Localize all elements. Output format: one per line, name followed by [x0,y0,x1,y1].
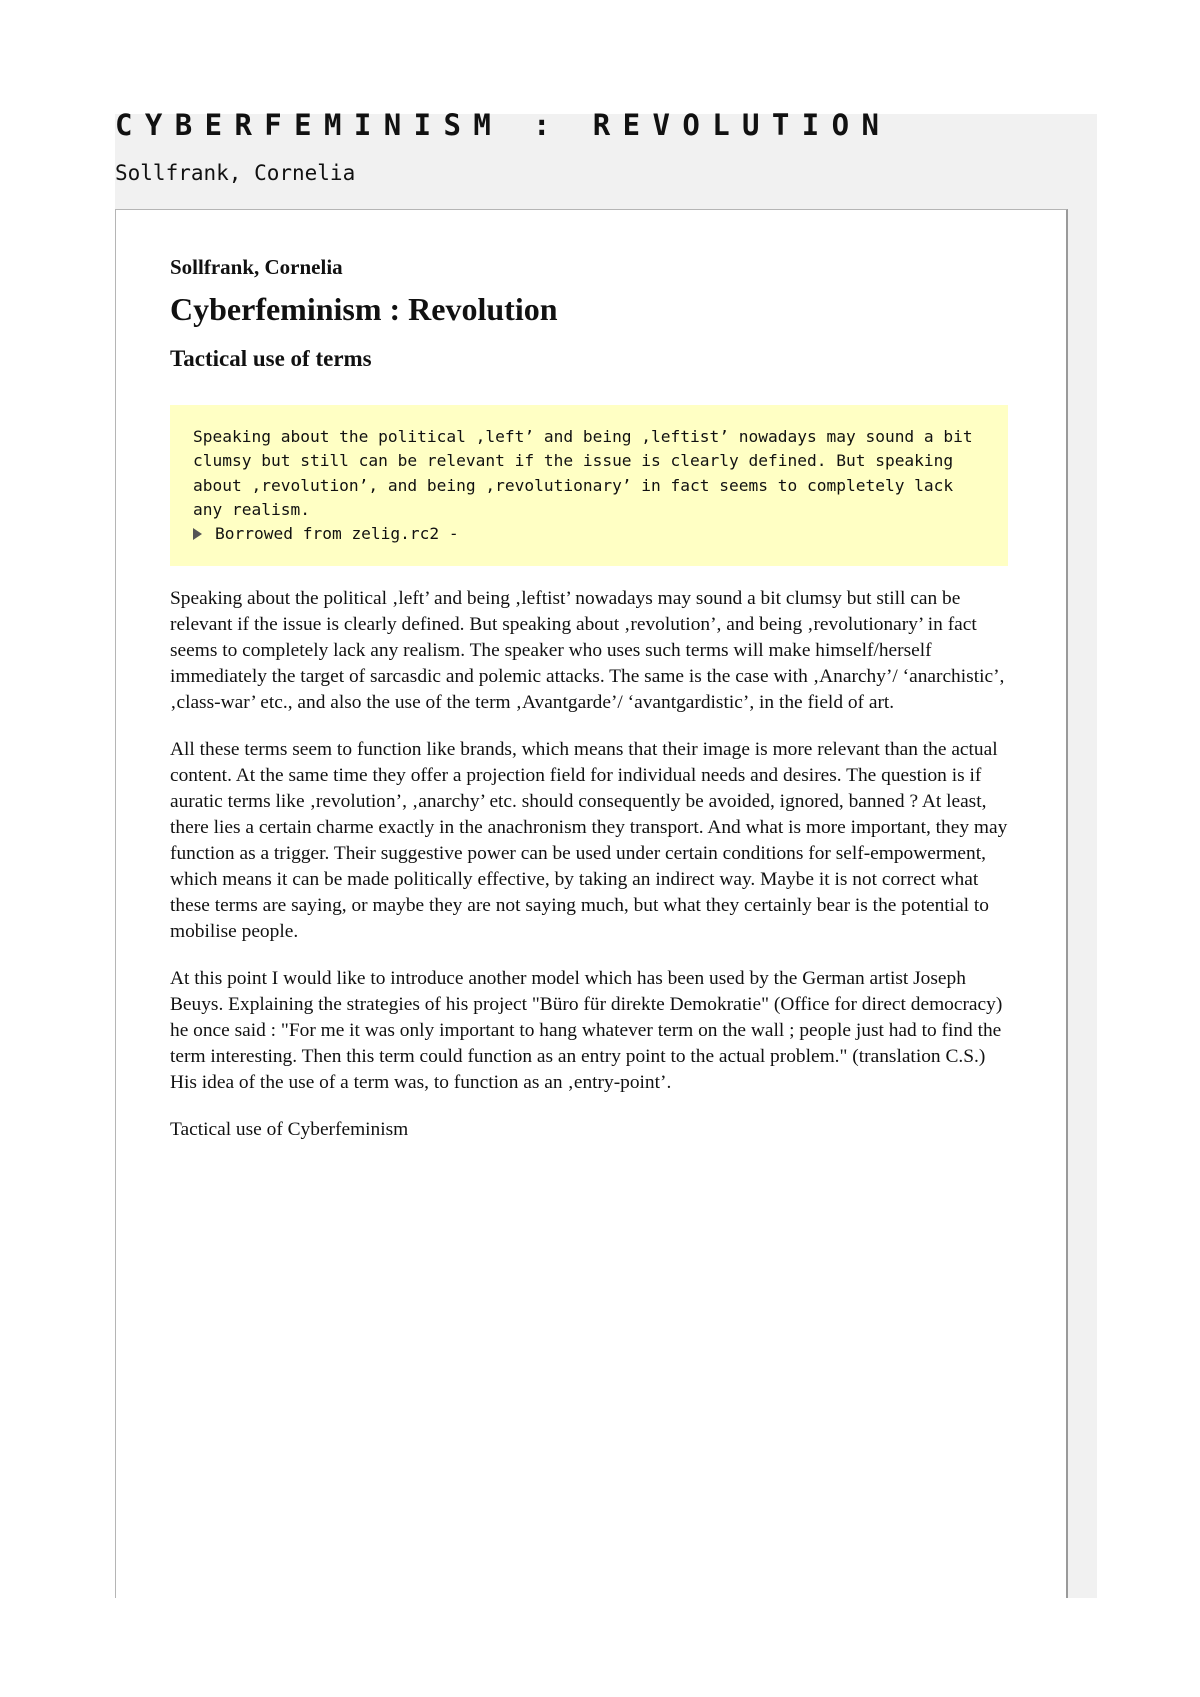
paragraph-3: At this point I would like to introduce another model which has been used by the German artist Joseph Beuys. Explaining the strategies of his project "Büro für direkte Demokratie" (Office for direct democracy) he once said : "For me it was only important to hang whatever term on the wall ; people just had to find the term interesting. Then this term could function as an entry point to the actual problem." (translation C.S.) His idea of the use of a term was, to function as an ‚entry-point’. [170,968,1003,1094]
quote-source[interactable] [193,522,986,546]
document-title: Cyberfeminism : Revolution [170,291,558,327]
paragraph-2: All these terms seem to function like brands, which means that their image is more relevant than the actual content. At the same time they offer a projection field for individual needs and desires. The question is if auratic terms like ‚revolution’, ‚anarchy’ etc. should consequently be avoided, ignored, banned ? At least, there lies a certain charme exactly in the anachronism they transport. And what is more important, they may function as a trigger. Their suggestive power can be used under certain conditions for self-empowerment, which means it can be made politically effective, by taking an indirect way. Maybe it is not correct what these terms are saying, or maybe they are not saying much, but what they certainly bear is the potential to mobilise people. [170,739,1008,943]
header-title: CYBERFEMINISM : REVOLUTION [115,108,892,142]
quote-source-label: Borrowed from zelig.rc2 - [215,524,459,544]
paragraph-section-heading: Tactical use of Cyberfeminism [170,1119,409,1141]
triangle-right-icon [193,528,202,540]
quote-box [170,405,1008,566]
document-author: Sollfrank, Cornelia [170,255,343,279]
paragraph-1: Speaking about the political ‚left’ and being ‚leftist’ nowadays may sound a bit clumsy but still can be relevant if the issue is clearly defined. But speaking about ‚revolution’, and being ‚revolutionary’ in fact seems to completely lack any realism. The speaker who uses such terms will make himself/herself immediately the target of sarcasdic and polemic attacks. The same is the case with ‚Anarchy’/ ‘anarchistic’, ‚class-war’ etc., and also the use of the term ‚Avantgarde’/ ‘avantgardistic’, in the field of art. [170,588,1005,714]
content-frame [115,209,1068,1598]
quote-text: Speaking about the political ‚left’ and being ‚leftist’ nowadays may sound a bit clumsy but still can be relevant if the issue is clearly defined. But speaking about ‚revolution’, and being ‚revolutionary’ in fact seems to completely lack any realism. [193,427,973,519]
header-author: Sollfrank, Cornelia [115,161,356,185]
document-subtitle: Tactical use of terms [170,346,372,371]
document-body [170,210,1008,1143]
